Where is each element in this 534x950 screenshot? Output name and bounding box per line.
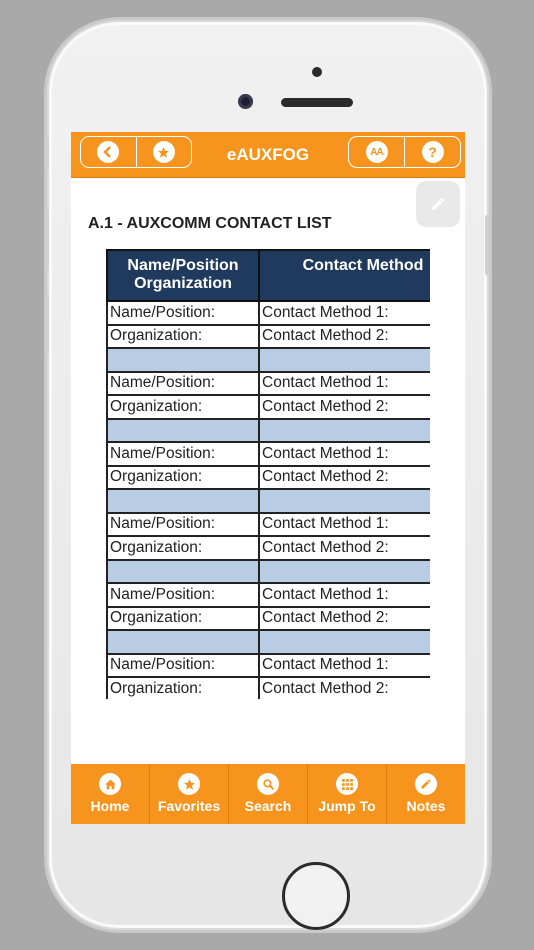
table-row [107, 466, 430, 490]
help-icon [422, 141, 444, 163]
table-row [107, 677, 430, 699]
home-icon [99, 773, 121, 795]
table-row [107, 536, 430, 560]
separator-row [107, 419, 430, 443]
table-row [107, 442, 430, 466]
contact-method-1-cell: Contact Method 1: [259, 513, 430, 537]
tab-search[interactable] [229, 764, 308, 824]
table-row [107, 325, 430, 349]
power-button [485, 215, 489, 275]
separator-cell [259, 489, 430, 513]
contact-table-container[interactable] [106, 249, 430, 699]
name-position-cell: Name/Position: [107, 654, 259, 678]
name-position-cell: Name/Position: [107, 583, 259, 607]
column-header-name: Name/Position Organization [107, 250, 259, 301]
pencil-icon [415, 773, 437, 795]
separator-cell [107, 560, 259, 584]
separator-cell [107, 419, 259, 443]
separator-row [107, 348, 430, 372]
contact-table [106, 249, 430, 699]
separator-row [107, 630, 430, 654]
table-row [107, 301, 430, 325]
organization-cell: Organization: [107, 677, 259, 699]
separator-cell [259, 419, 430, 443]
contact-method-2-cell: Contact Method 2: [259, 395, 430, 419]
name-position-cell: Name/Position: [107, 301, 259, 325]
favorite-button[interactable] [137, 137, 192, 167]
volume-up-button [45, 210, 49, 270]
pencil-icon [430, 196, 446, 212]
top-navigation-bar [71, 132, 465, 178]
tab-favorites[interactable] [150, 764, 229, 824]
organization-cell: Organization: [107, 607, 259, 631]
table-row [107, 513, 430, 537]
table-row [107, 395, 430, 419]
proximity-sensor [312, 67, 322, 77]
contact-method-2-cell: Contact Method 2: [259, 536, 430, 560]
contact-method-1-cell: Contact Method 1: [259, 583, 430, 607]
mute-switch [45, 138, 49, 170]
font-size-icon [366, 141, 388, 163]
contact-method-1-cell: Contact Method 1: [259, 372, 430, 396]
table-row [107, 372, 430, 396]
tab-label: Jump To [318, 798, 376, 814]
contact-method-1-cell: Contact Method 1: [259, 442, 430, 466]
separator-cell [259, 348, 430, 372]
contact-method-2-cell: Contact Method 2: [259, 677, 430, 699]
table-row [107, 583, 430, 607]
earpiece-speaker [281, 98, 353, 107]
star-icon [178, 773, 200, 795]
bottom-tab-bar [71, 764, 465, 824]
tab-jump-to[interactable] [308, 764, 387, 824]
name-position-cell: Name/Position: [107, 372, 259, 396]
table-row [107, 607, 430, 631]
separator-row [107, 489, 430, 513]
search-icon [257, 773, 279, 795]
volume-down-button [45, 295, 49, 355]
contact-method-2-cell: Contact Method 2: [259, 325, 430, 349]
separator-cell [107, 489, 259, 513]
tab-label: Favorites [157, 798, 221, 814]
section-title: A.1 - AUXCOMM CONTACT LIST [88, 215, 332, 232]
font-size-label: AA [370, 146, 383, 158]
app-title: eAUXFOG [226, 145, 310, 164]
organization-cell: Organization: [107, 466, 259, 490]
right-button-group [348, 136, 461, 168]
star-icon [153, 141, 175, 163]
tab-home[interactable] [71, 764, 150, 824]
table-body [107, 301, 430, 699]
table-header-row [107, 250, 430, 301]
name-position-cell: Name/Position: [107, 442, 259, 466]
chevron-left-icon [97, 141, 119, 163]
front-camera [238, 94, 253, 109]
left-button-group [80, 136, 192, 168]
edit-note-button[interactable] [416, 181, 460, 227]
font-size-button[interactable] [349, 137, 405, 167]
tab-label: Home [90, 798, 130, 814]
grid-icon [336, 773, 358, 795]
organization-cell: Organization: [107, 395, 259, 419]
separator-cell [107, 348, 259, 372]
name-position-cell: Name/Position: [107, 513, 259, 537]
separator-cell [107, 630, 259, 654]
contact-method-1-cell: Contact Method 1: [259, 301, 430, 325]
help-button[interactable] [405, 137, 460, 167]
table-row [107, 654, 430, 678]
help-label: ? [428, 144, 437, 160]
separator-row [107, 560, 430, 584]
app-screen [71, 132, 465, 824]
column-header-contact: Contact Method [259, 250, 430, 301]
tab-notes[interactable] [387, 764, 465, 824]
tab-label: Notes [406, 798, 446, 814]
separator-cell [259, 560, 430, 584]
contact-method-2-cell: Contact Method 2: [259, 607, 430, 631]
organization-cell: Organization: [107, 536, 259, 560]
home-hardware-button[interactable] [282, 862, 350, 930]
contact-method-2-cell: Contact Method 2: [259, 466, 430, 490]
tab-label: Search [244, 798, 292, 814]
contact-method-1-cell: Contact Method 1: [259, 654, 430, 678]
separator-cell [259, 630, 430, 654]
back-button[interactable] [81, 137, 137, 167]
organization-cell: Organization: [107, 325, 259, 349]
